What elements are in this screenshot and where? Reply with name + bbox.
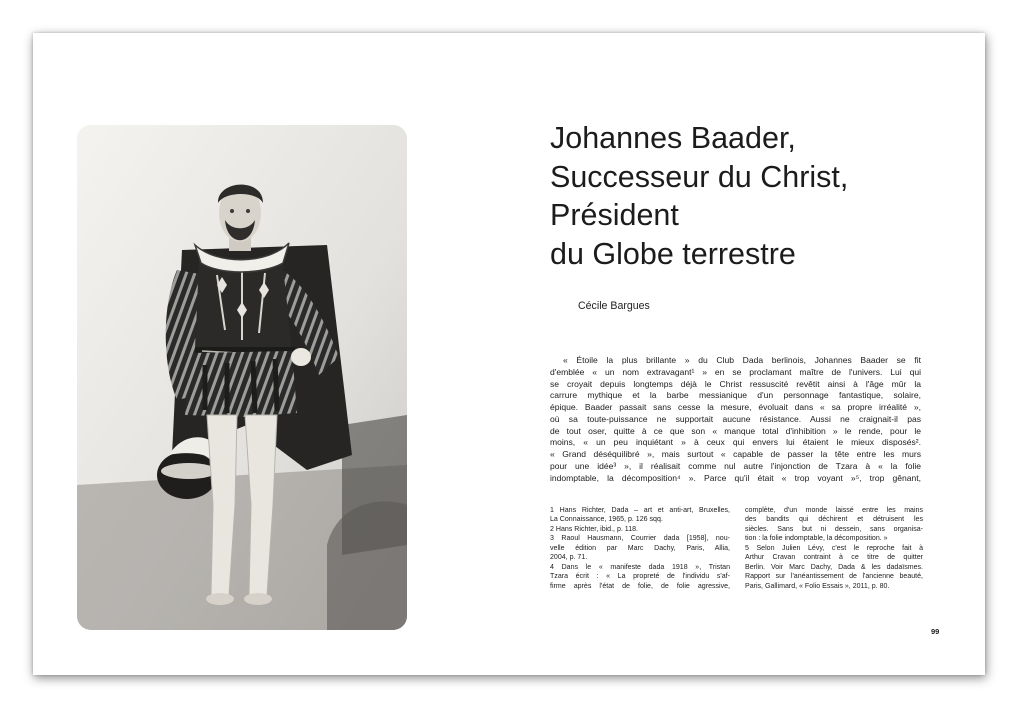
footnote-line: firme après l'état de folie, de folie agressive, <box>550 582 730 590</box>
footnotes-right-column <box>745 506 923 591</box>
footnote-line: La Connaissance, 1965, p. 126 sqq. <box>550 516 663 524</box>
title-line: du Globe terrestre <box>550 237 796 272</box>
body-line: se croyait depuis longtemps déjà le Christ ressuscité revêtit ainsi à l'âge mûr la <box>550 378 921 389</box>
body-line: indomptable, la décomposition⁴ ». Parce qu'il était « trop voyant »⁵, trop gênant, <box>550 472 921 483</box>
footnote-line: Arthur Cravan contraint à ce titre de quitter <box>745 554 923 562</box>
footnote-line: Berlin. Voir Marc Dachy, Dada & les dadaïsmes. <box>745 563 923 571</box>
footnote-line: Paris, Gallimard, « Folio Essais », 2011, p. 80. <box>745 582 890 590</box>
footnote-line: 2004, p. 71. <box>550 554 588 562</box>
body-line: de tout oser, quitte à ce que son « manque total d'inhibition » le rende, pour le <box>550 425 921 436</box>
body-paragraph <box>550 355 921 484</box>
portrait-photograph <box>77 125 407 630</box>
author-name: Cécile Bargues <box>578 300 650 312</box>
footnote-line: 1 Hans Richter, Dada – art et anti-art, Bruxelles, <box>550 507 730 514</box>
body-line: « Étoile la plus brillante » du Club Dada berlinois, Johannes Baader se fit <box>563 355 921 365</box>
footnote-line: Rapport sur l'anéantissement de l'ancienne beauté, <box>745 573 923 581</box>
footnote-line: 5 Selon Julien Lévy, c'est le reproche fait à <box>745 544 923 552</box>
footnote-line: 3 Raoul Hausmann, Courrier dada [1958], nou- <box>550 535 730 543</box>
book-spread <box>33 33 985 675</box>
page-number: 99 <box>931 627 940 636</box>
footnote-line: siècles. Sans but ni dessein, sans organisa- <box>745 525 923 533</box>
article-title <box>550 119 970 274</box>
body-line: d'emblée « un nom extravagant¹ » en se proclamant maître de l'univers. Lui qui <box>550 366 921 377</box>
footnote-line: 4 Dans le « manifeste dada 1918 », Tristan <box>550 563 730 571</box>
portrait-photograph-image <box>77 125 407 630</box>
footnote-line: velle édition par Marc Dachy, Paris, Allia, <box>550 544 730 552</box>
footnote-line: complète, d'un monde laissé entre les mains <box>745 507 923 514</box>
footnote-line: 2 Hans Richter, ibid., p. 118. <box>550 525 639 533</box>
body-line: carrure mythique et la barbe messianique d'un personnage fantastique, solaire, <box>550 390 921 401</box>
footnotes-left-column <box>550 506 730 591</box>
title-line: Johannes Baader, <box>550 121 796 155</box>
body-line: où sa toute-puissance ne supportait aucune résistance. Aussi ne craignait-il pas <box>550 413 921 424</box>
footnote-line: Tzara écrit : « La propreté de l'individu s'af- <box>550 573 730 581</box>
title-line: Successeur du Christ, <box>550 159 849 194</box>
footnote-line: tion : la folie indomptable, la décomposition. » <box>745 535 888 543</box>
body-line: épique. Baader passait sans cesse la mesure, évoluait dans « sa propre irréalité », <box>550 402 921 412</box>
footnote-line: des bandits qui déchirent et détruisent les <box>745 516 923 524</box>
body-line: « Grand déséquilibré », mais surtout « capable de passer la tête entre les murs <box>550 449 921 459</box>
body-line: moins, « un peu inquiétant » à ceux qui envers lui étaient le mieux disposés². <box>550 437 921 448</box>
title-line: Président <box>550 198 679 233</box>
body-line: pour une idée³ », il réalisait comme nul autre l'injonction de Tzara à « la folie <box>550 460 921 471</box>
